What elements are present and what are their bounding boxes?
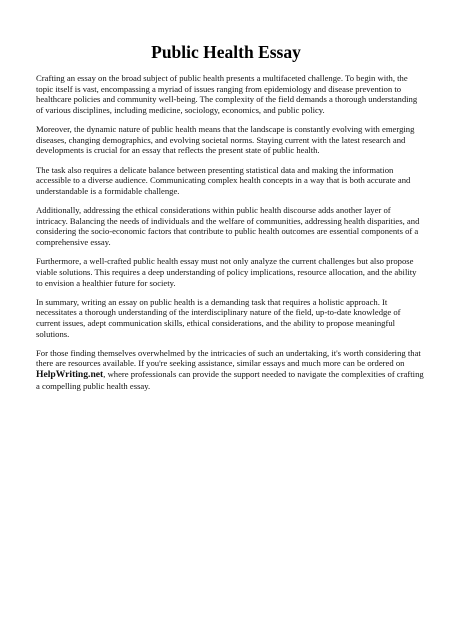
paragraph-ethical-considerations: Additionally, addressing the ethical considerations within public health discourse adds another layer of intricacy. Balancing the needs of individuals and the welfare of communities, addressing health disparities, and considering the socio-economic factors that contribute to public health outcomes are essential components of a comprehensive essay. [36, 205, 420, 248]
paragraph-dynamic-nature: Moreover, the dynamic nature of public health means that the landscape is constantly evolving with emerging diseases, changing demographics, and evolving societal norms. Staying current with the latest research and developments is crucial for an essay that reflects the present state of public health. [36, 124, 415, 156]
paragraph-summary: In summary, writing an essay on public health is a demanding task that requires a holistic approach. It necessitates a thorough understanding of the interdisciplinary nature of the field, up-to-date knowledge of current issues, adept communication skills, ethical considerations, and the ability to propose meaningful solutions. [36, 296, 401, 339]
closing-text-before: For those finding themselves overwhelmed by the intricacies of such an undertaking, it's worth considering that there are resources available. If you're seeking assistance, similar essays and much more can be ordered on [36, 347, 421, 369]
closing-text-after: , where professionals can provide the support needed to navigate the complexities of crafting a compelling public health essay. [36, 369, 424, 391]
brand-name: HelpWriting.net [36, 369, 104, 381]
paragraph-intro: Crafting an essay on the broad subject of public health presents a multifaceted challenge. To begin with, the topic itself is vast, encompassing a myriad of issues ranging from epidemiology and disease prevention to healthcare policies and community well-being. The complexity of the field demands a thorough understanding of various disciplines, including medicine, sociology, economics, and public policy. [36, 73, 418, 115]
paragraph-solutions: Furthermore, a well-crafted public health essay must not only analyze the current challenges but also propose viable solutions. This requires a deep understanding of policy implications, resource allocation, and the ability to envision a healthier future for society. [36, 256, 417, 288]
paragraph-closing [36, 348, 424, 392]
paragraph-statistical-balance: The task also requires a delicate balance between presenting statistical data and making the information accessible to a diverse audience. Communicating complex health concepts in a way that is both accurate and understandable is a formidable challenge. [36, 164, 411, 196]
document-title: Public Health Essay [151, 42, 301, 62]
document-body [36, 73, 424, 400]
